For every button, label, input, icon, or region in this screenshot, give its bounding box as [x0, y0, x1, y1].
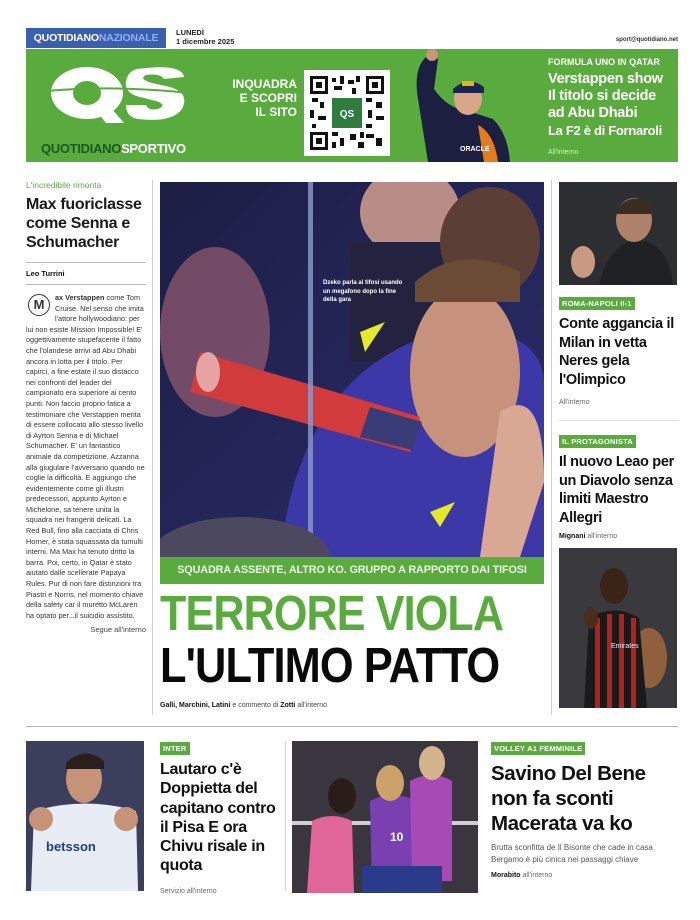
story-note [491, 872, 681, 879]
lautaro-image [26, 741, 144, 891]
opinion-body [26, 293, 146, 621]
top-story-title-line: ad Abu Dhabi [548, 105, 638, 121]
top-story-title-line: Il titolo si decide [548, 88, 656, 104]
story-description: Brutta sconfitta de Il Bisonte che cade in casa Bergamo è più cinica nei passaggi chiave [491, 843, 653, 864]
story-note [559, 399, 679, 406]
byline-authors: Galli, Marchini, Latini [160, 702, 231, 709]
top-story-title[interactable] [548, 71, 678, 139]
top-story-kicker: FORMULA UNO IN QATAR [548, 57, 660, 67]
issue-day: LUNEDÌ [176, 28, 204, 37]
divider [26, 284, 146, 285]
conte-photo[interactable] [559, 182, 677, 285]
column-divider [551, 180, 552, 715]
story-tag: ROMA-NAPOLI 0-1 [559, 297, 635, 310]
qr-prompt-line: IL SITO [255, 105, 297, 119]
top-story-subtitle: La F2 è di Fornaroli [548, 123, 662, 138]
logo-sub-white: SPORTIVO [121, 141, 186, 156]
volley-photo[interactable] [292, 741, 478, 893]
qr-code[interactable] [304, 70, 390, 156]
story-tag: INTER [160, 742, 190, 755]
qr-prompt-line: INQUADRA [232, 77, 297, 91]
svg-text:10: 10 [390, 830, 404, 844]
issue-date [176, 28, 234, 46]
story-note-bold: Morabito [491, 872, 521, 879]
byline-text: all'interno [295, 702, 328, 709]
quotidiano-nazionale-badge[interactable] [26, 28, 166, 48]
leao-photo[interactable] [559, 548, 677, 708]
qr-prompt [219, 77, 297, 119]
story-note-bold: Mignani [559, 533, 586, 540]
story-title: Il nuovo Leao per un Diavolo senza limiti Maestro Allegri [559, 454, 674, 526]
column-divider [152, 180, 153, 715]
dropcap: M [28, 294, 50, 316]
story-note-text: All'interno [559, 399, 590, 406]
lautaro-photo[interactable] [26, 741, 144, 891]
story-title: Conte aggancia il Milan in vetta Neres gela l'Olimpico [559, 316, 674, 388]
main-headline-black[interactable]: L'ULTIMO PATTO [160, 639, 500, 693]
svg-text:Emirates: Emirates [611, 643, 639, 650]
main-story-byline [160, 702, 327, 709]
divider [26, 262, 146, 263]
story-note [559, 533, 679, 540]
qs-logo-icon[interactable] [42, 57, 192, 127]
svg-text:betsson: betsson [46, 839, 96, 854]
opinion-kicker: L'incredibile rimonta [26, 180, 102, 190]
section-divider [26, 726, 678, 727]
story-note: Servizio all'interno [160, 887, 217, 895]
logo-subtitle [41, 141, 186, 156]
network-name-bold: QUOTIDIANO [33, 32, 99, 44]
opinion-title[interactable]: Max fuoriclasse come Senna e Schumacher [26, 196, 142, 251]
story-tag: IL PROTAGONISTA [559, 435, 636, 448]
logo-sub-dark: QUOTIDIANO [41, 141, 122, 156]
column-divider [285, 741, 286, 891]
svg-text:ORACLE: ORACLE [460, 146, 490, 153]
main-headline-green[interactable]: TERRORE VIOLA [160, 587, 504, 641]
byline-text: e commento di [230, 702, 281, 709]
opinion-author: Leo Turrini [26, 269, 65, 278]
dzeko-megaphone-image [160, 182, 544, 557]
photo-caption: Dzeko parla ai tifosi usando un megafono dopo la fine della gara [323, 280, 403, 303]
story-title: Lautaro c'è Doppietta del capitano contro il Pisa E ora Chivu risale in quota [160, 761, 276, 875]
qr-prompt-line: E SCOPRI [239, 91, 297, 105]
story-tag: VOLLEY A1 FEMMINILE [491, 742, 585, 755]
svg-text:QS: QS [339, 109, 355, 120]
story-title: Savino Del Bene non fa sconti Macerata va ko [491, 762, 646, 835]
sidebar-story[interactable] [559, 293, 679, 406]
verstappen-photo[interactable] [398, 49, 518, 162]
story-note-text: all'interno [520, 872, 553, 879]
opinion-lead: ax Verstappen [55, 293, 105, 302]
masthead-banner [26, 49, 678, 162]
bottom-story[interactable] [160, 738, 285, 895]
opinion-body-text: come Tom Cruise. Nel senso che imita l'attore hollywoodiano: per lui non esiste Mission Impossible! E' oggettivamente stupefacente il fatto che l'olandese arrivi ad Abu Dhabi ancora in lotta per il titolo. Per capirci, a fine estate il suo distacco nei confronti del leader del campionato era superiore ai cento punti. Non faccio proprio fatica a testimoniare che Verstappen merita di essere collocato allo stesso livello di Ayrton Senna e di Michael Schumacher. E' un fantastico animale da competizione. Azzanna alla giugulare l'avversario quando ne coglie la difficoltà. E aggiungo che evidentemente come gli illustri predecessori, appunto Ayrton e Michelone, sa tenere unita la squadra nei frangenti delicati. La Red Bull, fino alla cacciata di Chris Horner, è stata squassata da tumulti interni. Ma Max ha tenuto dritto la barra. Poi, certo, in Qatar è stato aiutato dalle scellerate Papaya Rules. Pur di non fare distinzioni tra Piastri e Norris, nel momento chiave della safety car il muretto McLaren ha optato per...il suicidio assistito. [26, 293, 145, 620]
top-story-more[interactable]: All'interno [548, 149, 579, 156]
divider [559, 420, 679, 421]
main-story-strap: SQUADRA ASSENTE, ALTRO KO. GRUPPO A RAPPORTO DAI TIFOSI [160, 557, 544, 584]
story-note-text: all'interno [585, 533, 618, 540]
opinion-column [26, 180, 146, 634]
bottom-story[interactable] [491, 738, 681, 879]
leao-image [559, 548, 677, 708]
conte-image [559, 182, 677, 285]
main-story-photo[interactable] [160, 182, 544, 557]
byline-commentator: Zotti [280, 702, 296, 709]
network-name-light: NAZIONALE [98, 32, 159, 44]
issue-date-text: 1 dicembre 2025 [176, 37, 235, 46]
sidebar-stories [559, 182, 679, 708]
sidebar-story[interactable] [559, 431, 679, 540]
qr-code-icon [310, 76, 384, 150]
continue-link[interactable]: Segue all'interno [90, 625, 146, 635]
volley-team-image [292, 741, 478, 893]
contact-email[interactable]: sport@quotidiano.net [615, 37, 678, 43]
top-story-title-line: Verstappen show [548, 71, 663, 87]
